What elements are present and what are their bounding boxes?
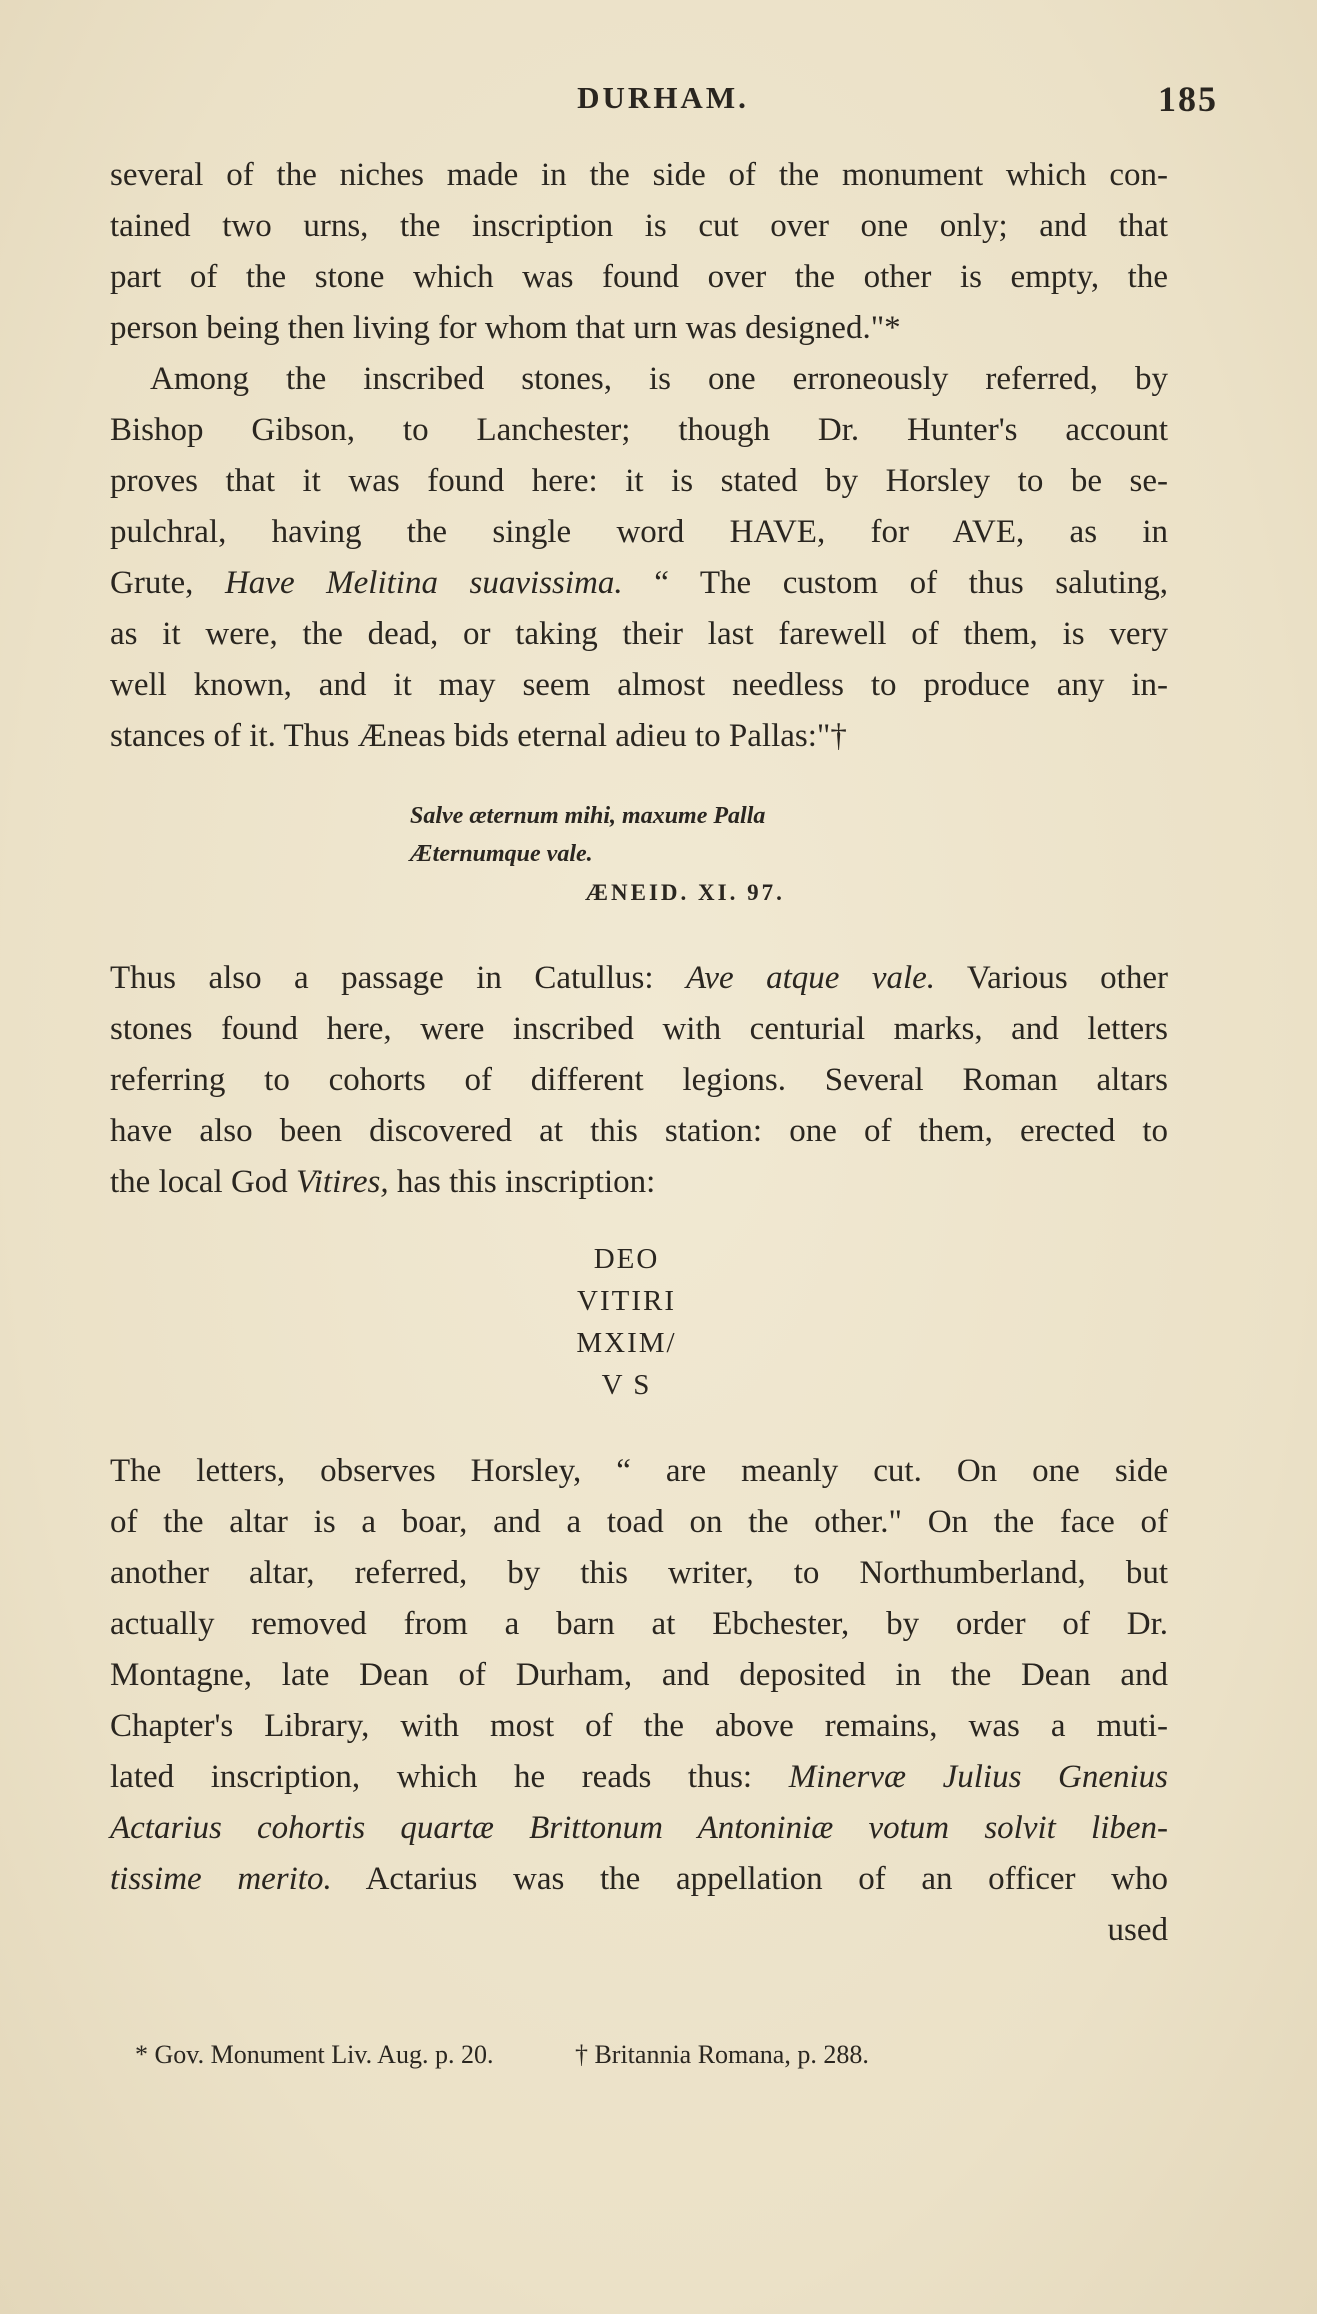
text-line: stones found here, were inscribed with centurial marks, and letters <box>110 1011 1168 1047</box>
catchword: used <box>1107 1912 1168 1948</box>
text-line: another altar, referred, by this writer, to Northumberland, but <box>110 1555 1168 1591</box>
text-line <box>110 558 1168 609</box>
text-line: part of the stone which was found over the other is empty, the <box>110 259 1168 295</box>
text-span: Various other <box>935 960 1168 996</box>
italic-inscription-reading: tissime merito. <box>110 1861 332 1897</box>
text-span: Thus also a passage in Catullus: <box>110 960 686 996</box>
text-line: stances of it. Thus Æneas bids eternal adieu to Pallas:"† <box>110 718 847 754</box>
footnotes <box>135 2040 1155 2070</box>
text-line: referring to cohorts of different legions. Several Roman altars <box>110 1062 1168 1098</box>
quote-citation: ÆNEID. XI. 97. <box>585 880 785 905</box>
text-line: tained two urns, the inscription is cut over one only; and that <box>110 208 1168 244</box>
footnote: * Gov. Monument Liv. Aug. p. 20. <box>135 2040 494 2069</box>
italic-latin-phrase: Have Melitina suavissima. <box>224 565 623 601</box>
text-line: pulchral, having the single word HAVE, for AVE, as in <box>110 514 1168 550</box>
page-number: 185 <box>1158 79 1218 119</box>
text-line <box>110 1157 1168 1208</box>
text-line: Chapter's Library, with most of the above remains, was a muti- <box>110 1708 1168 1744</box>
text-line: The letters, observes Horsley, “ are meanly cut. On one side <box>110 1453 1168 1489</box>
body-text <box>110 150 1168 1956</box>
page-header <box>108 80 1218 120</box>
text-line: Bishop Gibson, to Lanchester; though Dr. Hunter's account <box>110 412 1168 448</box>
text-line: Montagne, late Dean of Durham, and deposited in the Dean and <box>110 1657 1168 1693</box>
inscription-line: V S <box>601 1369 652 1401</box>
italic-latin-phrase: Ave atque vale. <box>685 960 936 996</box>
text-span: “ The custom of thus saluting, <box>622 565 1168 601</box>
altar-inscription <box>110 1238 1168 1406</box>
quote-line: Salve æternum mihi, maxume Palla <box>410 803 766 829</box>
inscription-line: VITIRI <box>577 1285 676 1317</box>
text-span: the local God <box>110 1164 297 1200</box>
text-line: as it were, the dead, or taking their last farewell of them, is very <box>110 616 1168 652</box>
text-line: of the altar is a boar, and a toad on the other." On the face of <box>110 1504 1168 1540</box>
text-line: well known, and it may seem almost needless to produce any in- <box>110 667 1168 703</box>
text-line: person being then living for whom that urn was designed."* <box>110 310 901 346</box>
text-line: have also been discovered at this station: one of them, erected to <box>110 1113 1168 1149</box>
italic-inscription-reading: Minervæ Julius Gnenius <box>788 1759 1168 1795</box>
text-span: lated inscription, which he reads thus: <box>110 1759 789 1795</box>
verse-quotation <box>110 797 1168 913</box>
text-span: has this inscription: <box>388 1164 656 1200</box>
text-line: Among the inscribed stones, is one erroneously referred, by <box>150 361 1168 397</box>
text-line: proves that it was found here: it is stated by Horsley to be se- <box>110 463 1168 499</box>
running-head: DURHAM. <box>577 80 749 115</box>
footnote: † Britannia Romana, p. 288. <box>574 2040 869 2069</box>
text-span: Actarius was the appellation of an officer who <box>331 1861 1168 1897</box>
inscription-line: DEO <box>593 1243 660 1275</box>
quote-line: Æternumque vale. <box>410 841 593 867</box>
text-span: Grute, <box>110 565 225 601</box>
italic-god-name: Vitires, <box>296 1164 389 1200</box>
text-line <box>110 1752 1168 1803</box>
text-line: Actarius cohortis quartæ Brittonum Antoniniæ votum solvit liben- <box>110 1810 1168 1846</box>
text-line <box>110 953 1168 1004</box>
inscription-line: MXIM/ <box>576 1327 677 1359</box>
text-line <box>110 1854 1168 1905</box>
text-line: several of the niches made in the side of the monument which con- <box>110 157 1168 193</box>
text-line: actually removed from a barn at Ebchester, by order of Dr. <box>110 1606 1168 1642</box>
